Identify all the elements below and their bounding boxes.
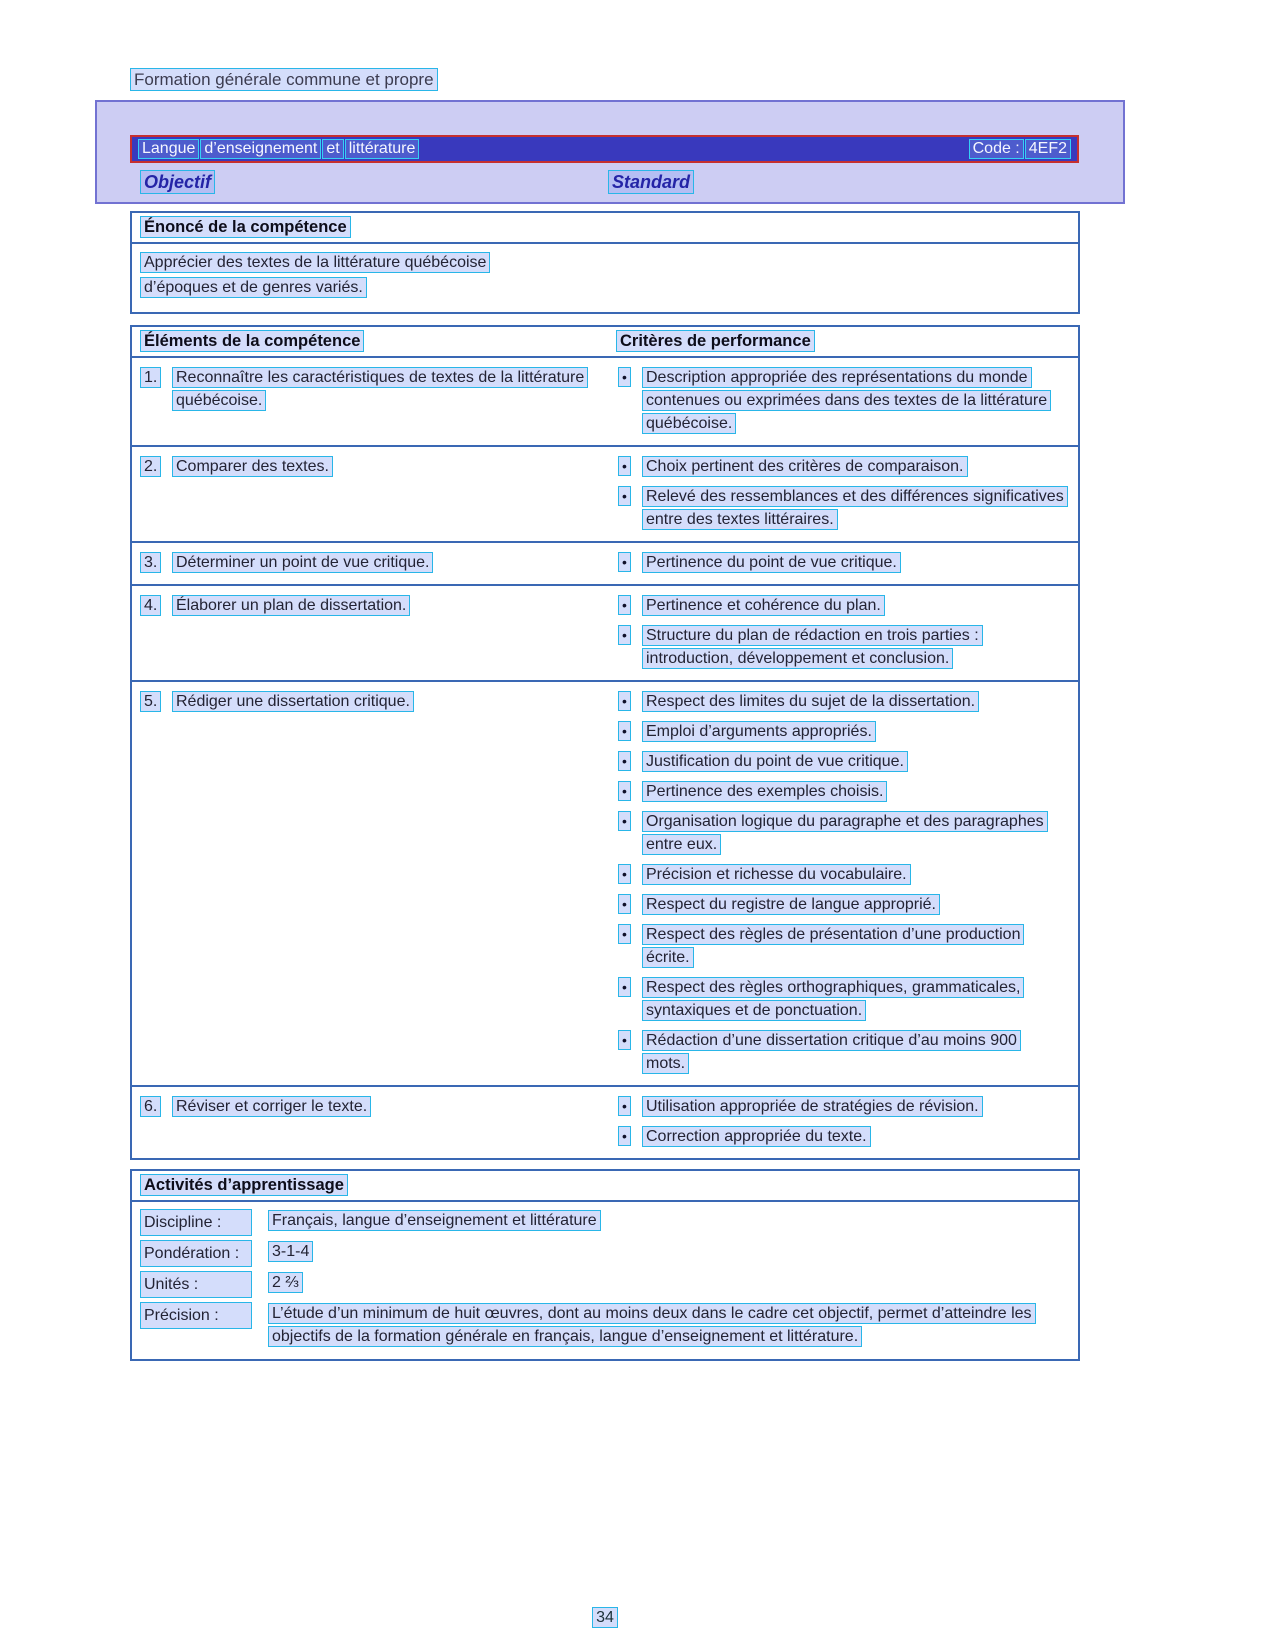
element-cell xyxy=(132,551,604,574)
criterion-item xyxy=(618,624,1064,670)
criterion-text: Respect des limites du sujet de la dissertation. xyxy=(642,691,979,712)
course-banner xyxy=(130,135,1079,163)
activity-value: Français, langue d’enseignement et littérature xyxy=(268,1210,601,1231)
activity-value: 3-1-4 xyxy=(268,1241,313,1262)
activity-row xyxy=(140,1302,1070,1348)
criterion-item xyxy=(618,455,1064,478)
element-text: Déterminer un point de vue critique. xyxy=(172,552,433,573)
activites-body xyxy=(132,1202,1078,1359)
competence-header-row xyxy=(132,327,1078,358)
bullet-icon: • xyxy=(618,924,631,944)
bullet-icon: • xyxy=(618,595,631,615)
criterion-item xyxy=(618,780,1064,803)
competence-row xyxy=(132,1085,1078,1158)
criterion-item xyxy=(618,594,1064,617)
activity-label: Pondération : xyxy=(140,1240,252,1267)
objectif-standard-row xyxy=(130,172,1079,193)
enonce-line xyxy=(140,276,1070,299)
bullet-icon: • xyxy=(618,977,631,997)
criteres-header-cell xyxy=(604,332,1078,351)
criterion-text: Description appropriée des représentations du monde contenues ou exprimées dans des textes de la littérature québécoise. xyxy=(642,367,1051,434)
activity-label: Précision : xyxy=(140,1302,252,1329)
page-footer xyxy=(130,1609,1080,1627)
criterion-item xyxy=(618,720,1064,743)
document-category xyxy=(130,70,1275,90)
element-text: Comparer des textes. xyxy=(172,456,333,477)
bullet-icon: • xyxy=(618,367,631,387)
activity-row xyxy=(140,1271,1070,1298)
activites-header-row xyxy=(132,1171,1078,1202)
elements-header-text: Éléments de la compétence xyxy=(140,330,364,352)
element-text: Reconnaître les caractéristiques de textes de la littérature québécoise. xyxy=(172,367,588,411)
banner-word: Langue xyxy=(138,139,199,159)
bullet-icon: • xyxy=(618,1126,631,1146)
element-text: Élaborer un plan de dissertation. xyxy=(172,595,410,616)
element-number: 6. xyxy=(140,1096,161,1117)
criteria-cell xyxy=(604,455,1078,531)
criterion-item xyxy=(618,690,1064,713)
criterion-item xyxy=(618,551,1064,574)
element-cell xyxy=(132,1095,604,1148)
enonce-table xyxy=(130,211,1080,314)
page-number: 34 xyxy=(592,1607,618,1628)
bullet-icon: • xyxy=(618,751,631,771)
bullet-icon: • xyxy=(618,894,631,914)
objectif-column xyxy=(130,172,608,193)
activites-table xyxy=(130,1169,1080,1361)
criteria-cell xyxy=(604,366,1078,435)
document-category-text: Formation générale commune et propre xyxy=(130,68,438,91)
criteria-cell xyxy=(604,594,1078,670)
competence-row xyxy=(132,584,1078,680)
bullet-icon: • xyxy=(618,721,631,741)
bullet-icon: • xyxy=(618,552,631,572)
criterion-text: Utilisation appropriée de stratégies de révision. xyxy=(642,1096,983,1117)
criterion-item xyxy=(618,893,1064,916)
competence-table xyxy=(130,325,1080,1160)
banner-word: 4EF2 xyxy=(1025,139,1071,159)
criteria-cell xyxy=(604,690,1078,1075)
criterion-item xyxy=(618,366,1064,435)
activity-value: L’étude d’un minimum de huit œuvres, dont au moins deux dans le cadre cet objectif, permet d’atteindre les objectifs de la formation générale en français, langue d’enseignement et littérature. xyxy=(268,1303,1036,1347)
criteria-cell xyxy=(604,1095,1078,1148)
criterion-item xyxy=(618,1029,1064,1075)
criterion-text: Respect des règles orthographiques, grammaticales, syntaxiques et de ponctuation. xyxy=(642,977,1024,1021)
criterion-item xyxy=(618,810,1064,856)
criteres-header-text: Critères de performance xyxy=(616,330,815,352)
element-cell xyxy=(132,366,604,435)
criterion-item xyxy=(618,1095,1064,1118)
element-cell xyxy=(132,690,604,1075)
banner-word: d’enseignement xyxy=(200,139,321,159)
element-number: 5. xyxy=(140,691,161,712)
bullet-icon: • xyxy=(618,486,631,506)
activites-header-text: Activités d’apprentissage xyxy=(140,1174,348,1196)
criterion-text: Pertinence et cohérence du plan. xyxy=(642,595,885,616)
criterion-text: Relevé des ressemblances et des différences significatives entre des textes littéraires. xyxy=(642,486,1068,530)
bullet-icon: • xyxy=(618,1096,631,1116)
banner-word: littérature xyxy=(345,139,420,159)
element-number: 1. xyxy=(140,367,161,388)
element-number: 4. xyxy=(140,595,161,616)
criterion-item xyxy=(618,750,1064,773)
banner-word: et xyxy=(322,139,343,159)
criterion-text: Pertinence des exemples choisis. xyxy=(642,781,887,802)
enonce-header-text: Énoncé de la compétence xyxy=(140,216,351,238)
enonce-body xyxy=(132,244,1078,312)
criterion-text: Correction appropriée du texte. xyxy=(642,1126,871,1147)
element-text: Rédiger une dissertation critique. xyxy=(172,691,414,712)
element-text: Réviser et corriger le texte. xyxy=(172,1096,371,1117)
bullet-icon: • xyxy=(618,456,631,476)
competence-row xyxy=(132,445,1078,541)
criterion-text: Structure du plan de rédaction en trois parties : introduction, développement et conclusion. xyxy=(642,625,983,669)
enonce-line-text: d’époques et de genres variés. xyxy=(140,277,367,298)
objectif-heading: Objectif xyxy=(140,170,215,194)
standard-column xyxy=(608,172,1079,193)
criterion-text: Justification du point de vue critique. xyxy=(642,751,908,772)
bullet-icon: • xyxy=(618,811,631,831)
enonce-header-row xyxy=(132,213,1078,244)
standard-heading: Standard xyxy=(608,170,694,194)
criterion-text: Choix pertinent des critères de comparaison. xyxy=(642,456,968,477)
criterion-text: Précision et richesse du vocabulaire. xyxy=(642,864,911,885)
criterion-item xyxy=(618,485,1064,531)
bullet-icon: • xyxy=(618,1030,631,1050)
competence-rows xyxy=(132,358,1078,1158)
element-cell xyxy=(132,455,604,531)
banner-word: Code : xyxy=(969,139,1024,159)
activity-value: 2 ⅔ xyxy=(268,1272,303,1293)
criterion-text: Pertinence du point de vue critique. xyxy=(642,552,901,573)
course-title xyxy=(138,139,419,159)
criterion-item xyxy=(618,1125,1064,1148)
criterion-text: Organisation logique du paragraphe et des paragraphes entre eux. xyxy=(642,811,1048,855)
activity-row xyxy=(140,1240,1070,1267)
enonce-line-text: Apprécier des textes de la littérature québécoise xyxy=(140,252,490,273)
bullet-icon: • xyxy=(618,781,631,801)
bullet-icon: • xyxy=(618,864,631,884)
element-number: 3. xyxy=(140,552,161,573)
activity-row xyxy=(140,1209,1070,1236)
competence-row xyxy=(132,680,1078,1085)
activity-label: Unités : xyxy=(140,1271,252,1298)
activity-label: Discipline : xyxy=(140,1209,252,1236)
competence-row xyxy=(132,358,1078,445)
elements-header-cell xyxy=(132,332,604,351)
criterion-text: Rédaction d’une dissertation critique d’au moins 900 mots. xyxy=(642,1030,1021,1074)
criterion-text: Respect des règles de présentation d’une production écrite. xyxy=(642,924,1024,968)
criterion-item xyxy=(618,863,1064,886)
element-number: 2. xyxy=(140,456,161,477)
criteria-cell xyxy=(604,551,1078,574)
course-code xyxy=(969,139,1071,159)
element-cell xyxy=(132,594,604,670)
enonce-line xyxy=(140,251,1070,274)
criterion-text: Emploi d’arguments appropriés. xyxy=(642,721,876,742)
objective-standard-panel xyxy=(95,100,1125,204)
criterion-item xyxy=(618,923,1064,969)
bullet-icon: • xyxy=(618,691,631,711)
criterion-text: Respect du registre de langue approprié. xyxy=(642,894,940,915)
bullet-icon: • xyxy=(618,625,631,645)
competence-row xyxy=(132,541,1078,584)
criterion-item xyxy=(618,976,1064,1022)
